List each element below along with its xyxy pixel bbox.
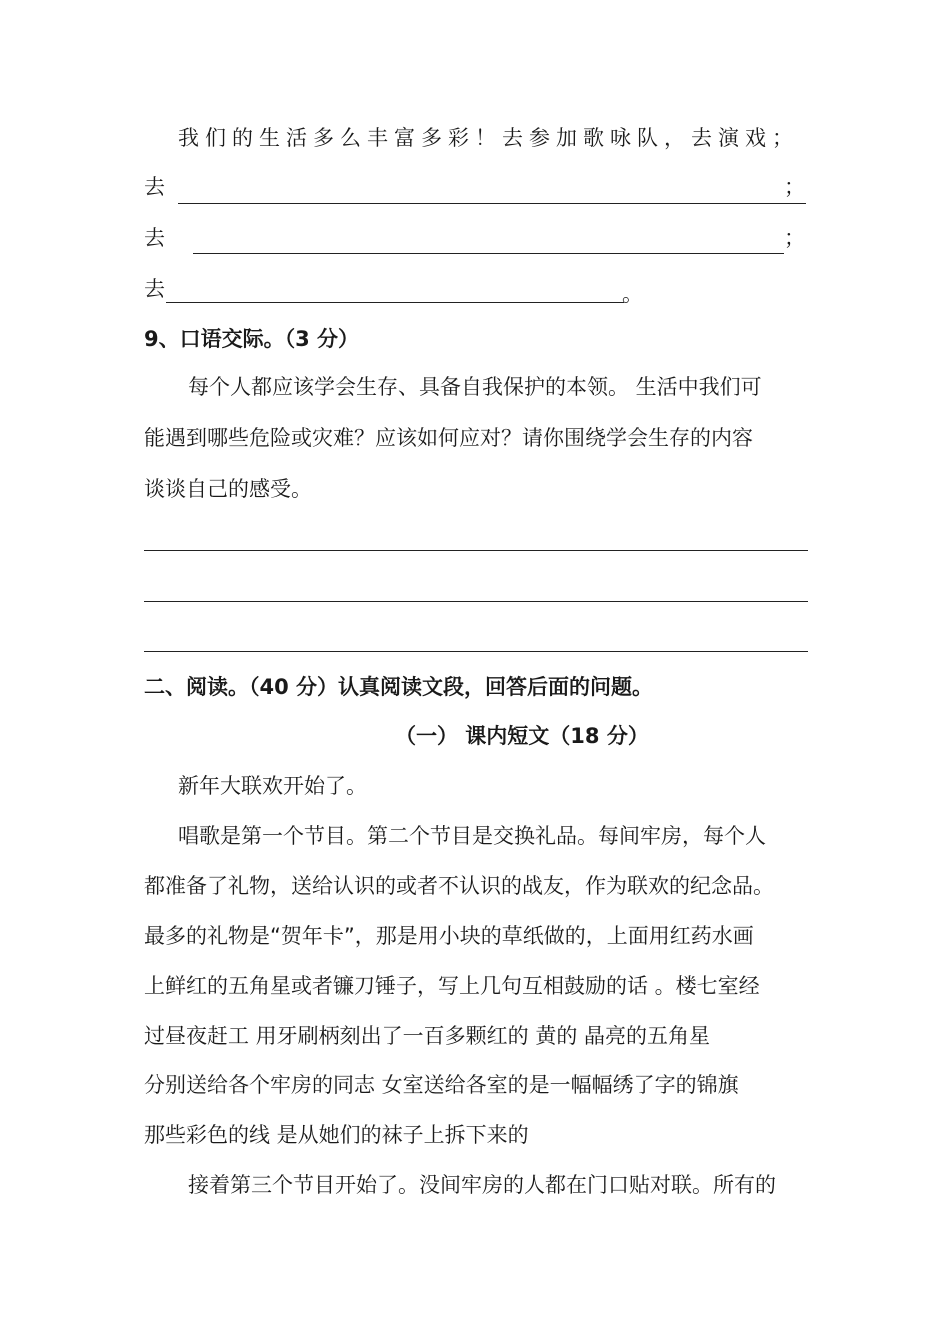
passage-line-5: 上鲜红的五角星或者镰刀锤子，写上几句互相鼓励的话 。楼七室经 xyxy=(144,974,760,998)
q9-answer-line-3[interactable] xyxy=(144,651,808,652)
fill-intro: 我们的生活多么丰富多彩！去参加歌咏队，去演戏； xyxy=(178,126,799,150)
fill-line-2-prefix: 去 xyxy=(144,226,165,250)
answer-underline-3[interactable] xyxy=(166,302,624,303)
passage-line-7: 分别送给各个牢房的同志 女室送给各室的是一幅幅绣了字的锦旗 xyxy=(144,1073,739,1097)
reading-sub-heading: （一） 课内短文（18 分） xyxy=(395,724,649,748)
passage-line-1: 新年大联欢开始了。 xyxy=(178,774,367,798)
answer-underline-1[interactable] xyxy=(178,203,806,204)
fill-line-3-end: 。 xyxy=(622,282,643,306)
passage-line-4: 最多的礼物是“贺年卡”，那是用小块的草纸做的，上面用红药水画 xyxy=(144,924,754,948)
reading-heading: 二、阅读。（40 分）认真阅读文段，回答后面的问题。 xyxy=(144,675,654,699)
passage-line-6: 过昼夜赶工 用牙刷柄刻出了一百多颗红的 黄的 晶亮的五角星 xyxy=(144,1024,711,1048)
q9-heading: 9、口语交际。（3 分） xyxy=(144,327,360,351)
q9-text-line-1: 每个人都应该学会生存、具备自我保护的本领。 生活中我们可 xyxy=(188,375,762,399)
fill-line-1-prefix: 去 xyxy=(144,175,165,199)
passage-line-8: 那些彩色的线 是从她们的袜子上拆下来的 xyxy=(144,1123,529,1147)
q9-text-line-2: 能遇到哪些危险或灾难？应该如何应对？请你围绕学会生存的内容 xyxy=(144,426,753,450)
fill-line-1-end: ； xyxy=(784,175,805,199)
q9-answer-line-1[interactable] xyxy=(144,550,808,551)
passage-line-2: 唱歌是第一个节目。第二个节目是交换礼品。每间牢房，每个人 xyxy=(178,824,766,848)
passage-line-9: 接着第三个节目开始了。没间牢房的人都在门口贴对联。所有的 xyxy=(188,1173,776,1197)
fill-line-3-prefix: 去 xyxy=(144,277,165,301)
q9-answer-line-2[interactable] xyxy=(144,601,808,602)
answer-underline-2[interactable] xyxy=(193,253,784,254)
q9-text-line-3: 谈谈自己的感受。 xyxy=(144,477,312,501)
fill-line-2-end: ； xyxy=(784,226,805,250)
passage-line-3: 都准备了礼物，送给认识的或者不认识的战友，作为联欢的纪念品。 xyxy=(144,874,774,898)
